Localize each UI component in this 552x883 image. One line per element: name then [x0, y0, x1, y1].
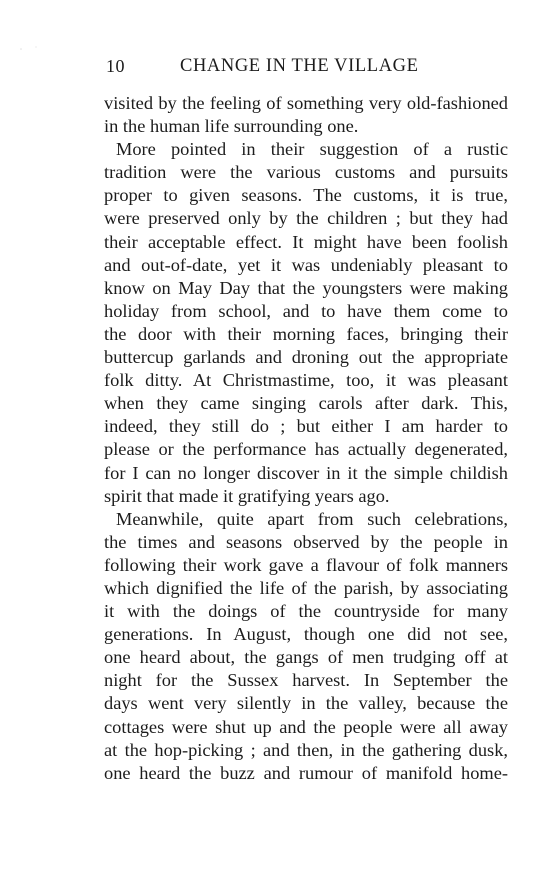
text-line: one heard the buzz and rumour of manifold home- — [104, 762, 508, 783]
text-line: and out-of-date, yet it was undeniably pleasant to — [104, 254, 508, 275]
text-line: know on May Day that the youngsters were making — [104, 277, 508, 298]
text-line: the door with their morning faces, bringing their — [104, 323, 508, 344]
text-line: indeed, they still do ; but either I am harder to — [104, 416, 508, 437]
page-header — [104, 56, 508, 82]
text-line: folk ditty. At Christmastime, too, it was pleasant — [104, 370, 508, 391]
text-line: visited by the feeling of something very old-fashioned — [104, 93, 508, 113]
text-line: tradition were the various customs and pursuits — [104, 162, 508, 183]
text-line: in the human life surrounding one. — [104, 116, 359, 137]
page-edge-speck-mark — [18, 44, 40, 54]
text-line: holiday from school, and to have them come to — [104, 300, 508, 321]
text-line: proper to given seasons. The customs, it is true, — [104, 185, 508, 206]
text-line: their acceptable effect. It might have been foolish — [104, 231, 508, 252]
text-line: for I can no longer discover in it the simple childish — [104, 462, 508, 483]
text-line: buttercup garlands and droning out the appropriate — [104, 347, 508, 368]
body-text — [104, 92, 508, 785]
text-line: it with the doings of the countryside for many — [104, 601, 508, 622]
text-line: which dignified the life of the parish, by associating — [104, 577, 508, 598]
text-line: please or the performance has actually degenerated, — [104, 439, 508, 460]
text-line: spirit that made it gratifying years ago. — [104, 485, 390, 506]
text-line: generations. In August, though one did not see, — [104, 624, 508, 645]
text-line: night for the Sussex harvest. In September the — [104, 670, 508, 691]
text-line: following their work gave a flavour of folk manners — [104, 554, 508, 575]
text-line: Meanwhile, quite apart from such celebrations, — [116, 508, 508, 529]
text-line: at the hop-picking ; and then, in the gathering dusk, — [104, 739, 508, 760]
text-line: days went very silently in the valley, because the — [104, 693, 508, 714]
text-line: cottages were shut up and the people were all away — [104, 716, 508, 737]
page-number: 10 — [106, 56, 125, 76]
text-line: one heard about, the gangs of men trudging off at — [104, 647, 508, 668]
text-line: the times and seasons observed by the people in — [104, 531, 508, 552]
text-line: when they came singing carols after dark. This, — [104, 393, 508, 414]
text-line: More pointed in their suggestion of a rustic — [116, 139, 508, 160]
text-line: were preserved only by the children ; but they had — [104, 208, 508, 229]
running-head-title: CHANGE IN THE VILLAGE — [180, 56, 419, 76]
